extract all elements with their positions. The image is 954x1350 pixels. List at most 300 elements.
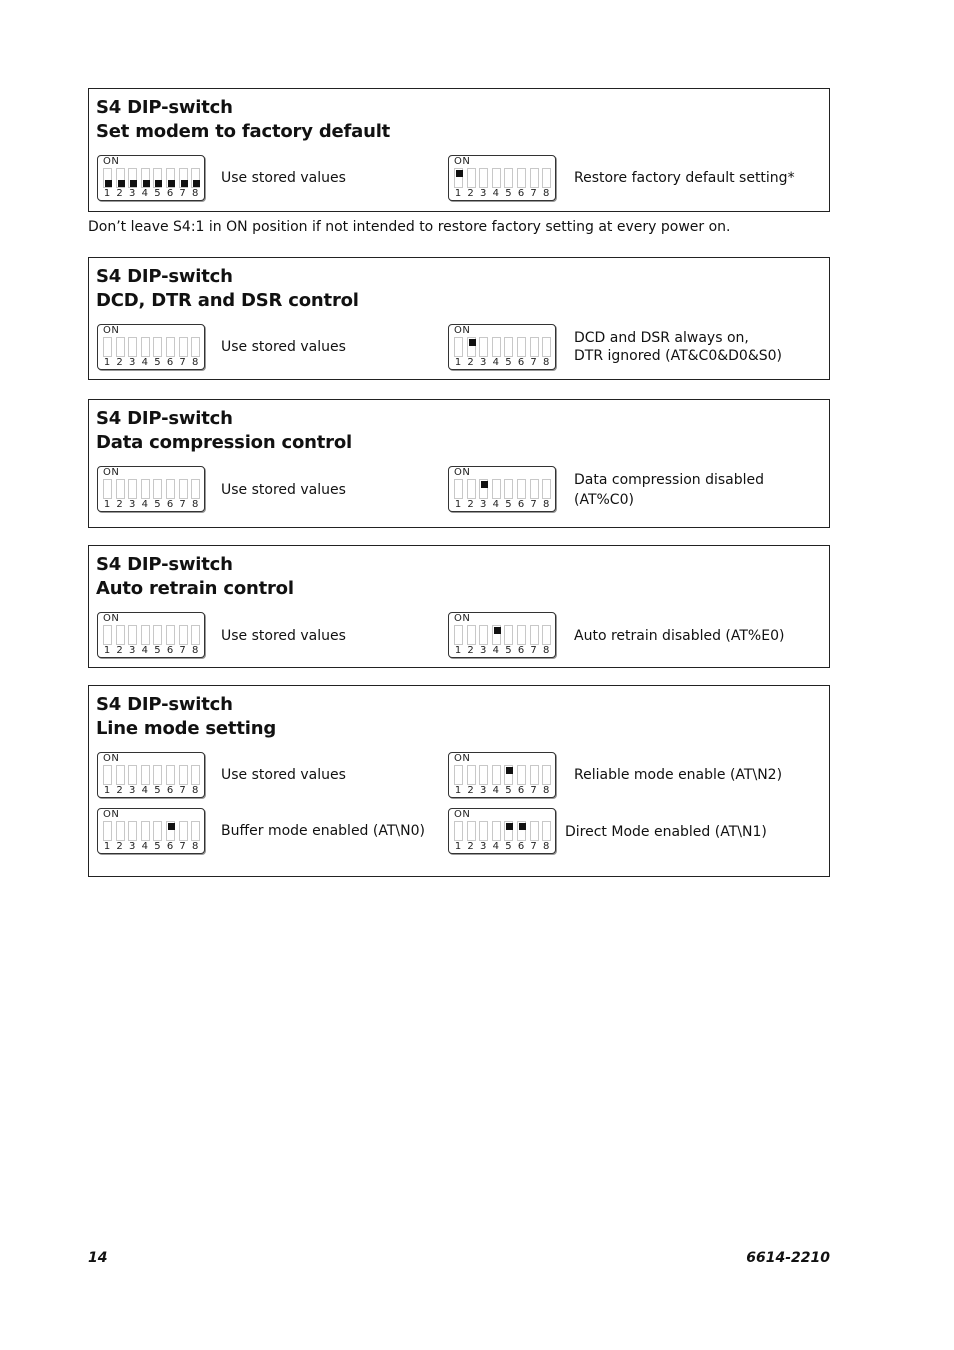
switch-knob [532,491,539,498]
switch-1 [454,821,463,841]
switch-knob [519,180,526,187]
switch-knob [469,339,476,346]
option-label: Buffer mode enabled (AT\N0) [221,823,425,839]
switch-number: 8 [543,499,550,510]
switch-number: 4 [492,785,499,796]
switch-number: 4 [141,499,148,510]
switch-8 [191,625,200,645]
switch-4 [141,337,150,357]
switch-knob [143,491,150,498]
switch-number: 8 [192,645,199,656]
switch-number: 8 [543,357,550,368]
switch-number: 5 [154,841,161,852]
switch-2 [116,765,125,785]
switch-knob [519,777,526,784]
switch-knob [532,637,539,644]
option-label: Data compression disabled [574,472,765,488]
switch-4 [492,337,501,357]
switch-6 [166,168,175,188]
dip-switch-diagram [448,808,556,854]
switch-3 [128,337,137,357]
switch-knob [544,637,551,644]
switch-number: 6 [166,357,174,368]
switch-knob [168,777,175,784]
switch-knob [105,777,112,784]
switch-knob [519,637,526,644]
switch-1 [454,337,463,357]
switch-3 [479,479,488,499]
switch-knob [155,833,162,840]
switch-knob [105,349,112,356]
switch-6 [517,765,526,785]
switch-number: 3 [129,499,136,510]
switch-number: 2 [116,841,123,852]
switch-number: 4 [141,645,148,656]
switch-5 [153,765,162,785]
on-label: ON [103,156,120,167]
switch-knob [118,180,125,187]
switch-number: 3 [129,645,136,656]
switch-2 [116,337,125,357]
switch-3 [479,625,488,645]
switch-knob [168,180,175,187]
switch-number: 7 [179,645,186,656]
page-number: 14 [88,1250,108,1266]
switch-8 [542,821,551,841]
switch-7 [179,625,188,645]
switch-number: 2 [467,785,474,796]
switch-1 [103,479,112,499]
switch-knob [130,833,137,840]
switch-knob [456,170,463,177]
switch-knob [143,777,150,784]
switch-knob [155,491,162,498]
switch-knob [456,777,463,784]
switch-5 [504,821,513,841]
switch-number: 7 [179,188,186,199]
switch-knob [181,777,188,784]
switch-knob [168,491,175,498]
warning-note: Don’t leave S4:1 in ON position if not intended to restore factory setting at every power on. [88,219,731,235]
switch-number: 1 [454,499,462,510]
switch-knob [143,637,150,644]
switch-number: 2 [116,357,123,368]
switch-number: 3 [129,785,136,796]
switch-knob [456,637,463,644]
switch-knob [181,637,188,644]
switch-knob [481,481,488,488]
switch-number: 3 [129,841,136,852]
switch-number: 8 [192,357,199,368]
switch-knob [181,180,188,187]
switch-3 [128,479,137,499]
switch-knob [481,637,488,644]
switch-knob [494,349,501,356]
switch-number: 5 [505,188,512,199]
switch-8 [542,479,551,499]
switch-2 [467,625,476,645]
switch-knob [469,180,476,187]
option-label: Use stored values [221,628,346,644]
switch-8 [542,337,551,357]
switch-6 [517,168,526,188]
switch-number: 3 [480,645,487,656]
on-label: ON [103,753,120,764]
switch-number: 7 [530,785,537,796]
switch-number: 2 [467,841,474,852]
switch-number: 7 [530,357,537,368]
option-label: Direct Mode enabled (AT\N1) [565,824,767,840]
switch-number: 6 [166,645,174,656]
dip-switch-diagram [97,466,205,512]
switch-8 [542,168,551,188]
switch-number: 5 [154,188,161,199]
switch-knob [118,777,125,784]
switch-number: 5 [505,357,512,368]
switch-knob [130,777,137,784]
switch-number: 1 [454,188,462,199]
section-title [96,553,294,601]
switch-number: 8 [543,841,550,852]
switch-knob [494,180,501,187]
switch-7 [530,168,539,188]
switch-number: 1 [103,357,111,368]
switch-knob [469,833,476,840]
switch-number: 6 [517,645,525,656]
option-label-line2: (AT%C0) [574,492,634,508]
switch-knob [532,349,539,356]
switch-number: 6 [166,188,174,199]
switch-2 [116,479,125,499]
switch-4 [492,625,501,645]
on-label: ON [103,613,120,624]
switch-number: 2 [467,357,474,368]
switch-5 [153,625,162,645]
switch-1 [103,765,112,785]
switch-2 [467,765,476,785]
option-label: Use stored values [221,170,346,186]
switch-1 [454,625,463,645]
section-title-line2: Line mode setting [96,718,277,739]
switch-knob [105,491,112,498]
switch-3 [128,625,137,645]
switch-knob [130,491,137,498]
switch-knob [118,637,125,644]
switch-knob [481,349,488,356]
switch-number: 8 [543,785,550,796]
switch-knob [494,777,501,784]
switch-number: 3 [480,188,487,199]
switch-8 [191,337,200,357]
switch-4 [141,765,150,785]
option-label: Auto retrain disabled (AT%E0) [574,628,785,644]
option-label: Use stored values [221,482,346,498]
switch-1 [454,765,463,785]
on-label: ON [454,809,471,820]
switch-5 [153,337,162,357]
switch-5 [153,479,162,499]
switch-3 [128,168,137,188]
switch-3 [128,765,137,785]
switch-number: 8 [192,188,199,199]
switch-4 [141,168,150,188]
switch-number: 2 [116,785,123,796]
switch-number: 8 [543,645,550,656]
switch-number: 6 [517,841,525,852]
switch-number: 1 [454,357,462,368]
switch-number: 1 [454,785,462,796]
switch-number: 3 [480,841,487,852]
switch-number: 1 [103,785,111,796]
switch-knob [506,637,513,644]
switch-knob [143,833,150,840]
switch-number: 5 [154,645,161,656]
dip-switch-diagram [448,466,556,512]
switch-knob [506,491,513,498]
switch-knob [469,637,476,644]
switch-5 [153,168,162,188]
switch-number: 4 [141,785,148,796]
switch-number: 4 [492,357,499,368]
switch-number: 2 [116,499,123,510]
switch-knob [155,637,162,644]
switch-knob [544,777,551,784]
on-label: ON [454,753,471,764]
switch-6 [517,821,526,841]
switch-7 [530,821,539,841]
switch-number: 8 [543,188,550,199]
switch-5 [153,821,162,841]
switch-8 [191,821,200,841]
switch-number: 3 [480,499,487,510]
switch-knob [544,491,551,498]
section-title-line1: S4 DIP-switch [96,694,233,715]
switch-number: 1 [103,841,111,852]
on-label: ON [454,325,471,336]
switch-6 [517,337,526,357]
document-number: 6614-2210 [746,1250,830,1266]
switch-number: 4 [492,499,499,510]
switch-knob [506,767,513,774]
switch-knob [506,349,513,356]
on-label: ON [454,156,471,167]
switch-number: 8 [192,785,199,796]
switch-2 [116,168,125,188]
section-title-line1: S4 DIP-switch [96,97,233,118]
switch-number: 3 [129,188,136,199]
switch-knob [519,349,526,356]
switch-knob [130,349,137,356]
switch-knob [481,833,488,840]
switch-number: 5 [154,357,161,368]
switch-4 [141,821,150,841]
switch-number: 6 [517,785,525,796]
switch-8 [191,168,200,188]
switch-6 [166,337,175,357]
switch-number: 2 [467,188,474,199]
switch-number: 7 [530,841,537,852]
switch-8 [542,625,551,645]
switch-number: 8 [192,841,199,852]
switch-number: 1 [103,188,111,199]
switch-knob [181,833,188,840]
switch-6 [166,625,175,645]
switch-number: 7 [179,841,186,852]
switch-number: 4 [141,357,148,368]
on-label: ON [454,467,471,478]
on-label: ON [103,467,120,478]
switch-knob [168,349,175,356]
option-label: Use stored values [221,767,346,783]
switch-number: 2 [467,499,474,510]
switch-knob [168,823,175,830]
switch-4 [492,821,501,841]
switch-knob [105,833,112,840]
switch-knob [143,180,150,187]
switch-number: 7 [530,645,537,656]
switch-knob [181,491,188,498]
switch-number: 1 [454,645,462,656]
switch-8 [191,765,200,785]
switch-knob [193,637,200,644]
switch-3 [479,765,488,785]
switch-3 [479,821,488,841]
switch-1 [103,337,112,357]
dip-switch-diagram [97,808,205,854]
switch-number: 6 [517,357,525,368]
dip-switch-diagram [448,612,556,658]
switch-number: 3 [480,785,487,796]
option-label: Reliable mode enable (AT\N2) [574,767,783,783]
switch-knob [456,491,463,498]
switch-number: 7 [530,499,537,510]
on-label: ON [103,809,120,820]
switch-knob [193,833,200,840]
switch-number: 5 [505,785,512,796]
section-title [96,96,390,144]
dip-switch-diagram [97,612,205,658]
switch-number: 7 [530,188,537,199]
switch-7 [530,625,539,645]
dip-switch-diagram [448,752,556,798]
dip-switch-diagram [97,155,205,201]
switch-knob [105,180,112,187]
switch-4 [492,479,501,499]
switch-7 [530,765,539,785]
switch-5 [504,765,513,785]
switch-knob [193,777,200,784]
switch-1 [103,625,112,645]
switch-knob [469,777,476,784]
switch-number: 3 [129,357,136,368]
switch-knob [193,349,200,356]
switch-2 [467,168,476,188]
switch-knob [544,833,551,840]
switch-number: 1 [103,645,111,656]
switch-number: 4 [141,188,148,199]
switch-4 [141,479,150,499]
switch-3 [128,821,137,841]
switch-1 [454,168,463,188]
on-label: ON [103,325,120,336]
switch-number: 1 [103,499,111,510]
switch-number: 7 [179,357,186,368]
section-title-line2: Data compression control [96,432,352,453]
switch-2 [467,479,476,499]
switch-number: 7 [179,499,186,510]
option-label: DCD and DSR always on, [574,330,749,346]
switch-6 [166,479,175,499]
switch-knob [544,349,551,356]
switch-number: 8 [192,499,199,510]
switch-5 [504,337,513,357]
switch-knob [193,491,200,498]
switch-knob [544,180,551,187]
switch-5 [504,625,513,645]
switch-number: 7 [179,785,186,796]
option-label: Restore factory default setting* [574,170,795,186]
section-title-line1: S4 DIP-switch [96,554,233,575]
switch-number: 5 [505,841,512,852]
switch-6 [517,625,526,645]
switch-number: 5 [154,785,161,796]
switch-1 [103,168,112,188]
switch-4 [492,765,501,785]
switch-number: 4 [492,645,499,656]
switch-number: 4 [492,841,499,852]
switch-knob [506,823,513,830]
dip-switch-diagram [448,155,556,201]
switch-6 [166,821,175,841]
switch-number: 6 [517,499,525,510]
section-title [96,693,276,741]
switch-knob [519,823,526,830]
switch-7 [530,479,539,499]
switch-number: 6 [166,785,174,796]
switch-knob [143,349,150,356]
switch-knob [118,349,125,356]
switch-number: 5 [154,499,161,510]
switch-number: 6 [166,841,174,852]
switch-1 [454,479,463,499]
section-title-line2: Set modem to factory default [96,121,391,142]
switch-knob [181,349,188,356]
switch-3 [479,168,488,188]
option-label-line2: DTR ignored (AT&C0&D0&S0) [574,348,783,364]
switch-number: 4 [492,188,499,199]
switch-7 [179,821,188,841]
switch-8 [191,479,200,499]
switch-knob [494,491,501,498]
switch-knob [481,777,488,784]
switch-knob [155,777,162,784]
switch-knob [532,833,539,840]
switch-6 [166,765,175,785]
switch-number: 5 [505,499,512,510]
switch-knob [481,180,488,187]
on-label: ON [454,613,471,624]
switch-2 [467,821,476,841]
switch-5 [504,479,513,499]
switch-7 [179,765,188,785]
switch-7 [179,479,188,499]
section-title [96,265,359,313]
switch-2 [116,821,125,841]
switch-number: 2 [116,645,123,656]
switch-7 [179,168,188,188]
switch-7 [179,337,188,357]
section-title-line1: S4 DIP-switch [96,266,233,287]
